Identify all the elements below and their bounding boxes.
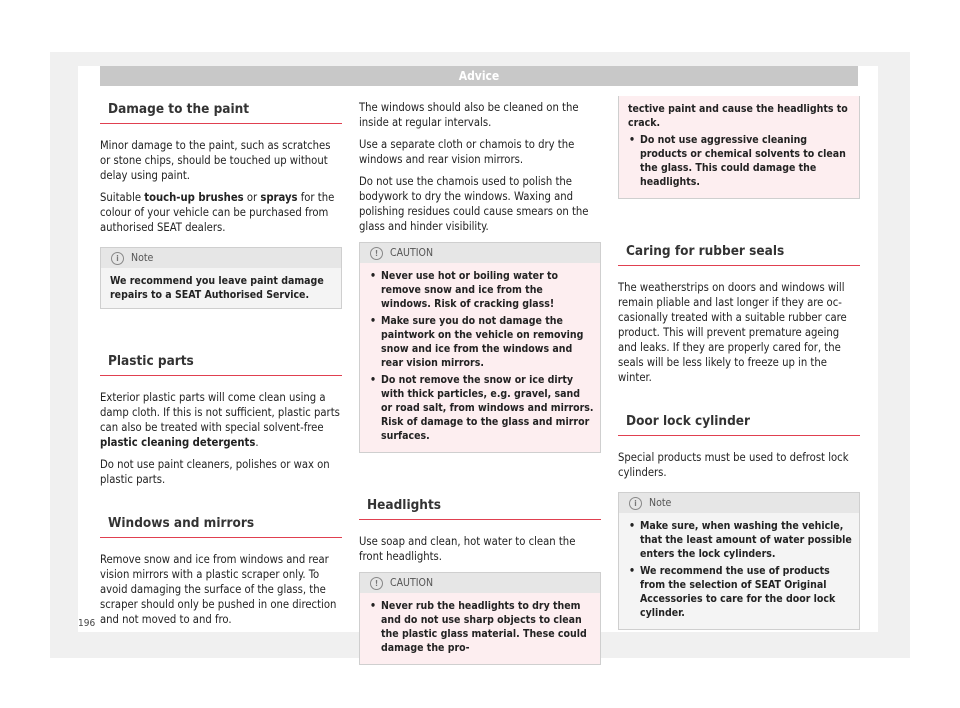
- caution-box: [359, 572, 601, 665]
- info-icon: i: [111, 252, 124, 265]
- caution-box-continued: [618, 96, 860, 199]
- note-box: [618, 492, 860, 630]
- caution-text: [360, 263, 600, 452]
- note-header: i Note: [619, 493, 859, 513]
- caution-header: ! CAUTION: [360, 573, 600, 593]
- column-3: [618, 96, 860, 637]
- paragraph: Do not use paint cleaners, polishes or wax on plastic parts.: [100, 458, 330, 486]
- paragraph: Suitable touch-up brushes or sprays for the colour of your vehicle can be purchased from authorised SEAT dealers.: [100, 191, 335, 234]
- list-item: • Never use hot or boiling water to remove snow and ice from the windows. Risk of cracking glass!: [369, 269, 594, 311]
- note-header: i Note: [101, 248, 341, 268]
- info-icon: i: [629, 497, 642, 510]
- note-text: We recommend you leave paint damage repairs to a SEAT Authorised Service.: [101, 268, 341, 308]
- section-banner: Advice: [100, 66, 858, 86]
- list-item: • Do not remove the snow or ice dirty with thick particles, e.g. gravel, sand or road salt, from windows and mirrors. Risk of damage to the glass and mirror surfaces.: [369, 373, 594, 443]
- heading-windows-and-mirrors: Windows and mirrors: [100, 514, 342, 538]
- heading-headlights: Headlights: [359, 496, 601, 520]
- note-text: [619, 513, 859, 629]
- caution-text: [360, 593, 600, 664]
- column-1: [100, 96, 342, 634]
- paragraph: Do not use the chamois used to polish the bodywork to dry the windows. Waxing and polishing residues could cause smears on the glass and hinder visibility.: [359, 175, 589, 233]
- paragraph: Exterior plastic parts will come clean using a damp cloth. If this is not sufficient, plastic parts can also be treated with special solvent-free plastic cleaning detergents.: [100, 391, 340, 449]
- heading-damage-to-paint: Damage to the paint: [100, 100, 342, 124]
- list-item-continued: tective paint and cause the headlights to crack.: [628, 103, 848, 129]
- heading-caring-for-rubber-seals: Caring for rubber seals: [618, 242, 860, 266]
- caution-text: [619, 96, 859, 198]
- heading-plastic-parts: Plastic parts: [100, 352, 342, 376]
- list-item: • Do not use aggressive cleaning products or chemical solvents to clean the glass. This could damage the headlights.: [628, 133, 853, 189]
- paragraph: Special products must be used to defrost lock cylinders.: [618, 451, 849, 479]
- column-2: [359, 100, 601, 672]
- warning-icon: !: [370, 247, 383, 260]
- list-item: • We recommend the use of products from the selection of SEAT Original Accessories to care for the door lock cylinder.: [628, 564, 853, 620]
- paragraph: The weatherstrips on doors and windows will remain pliable and last longer if they are occasionally treated with a suitable rubber care product. This will prevent premature ageing and leaks. If they are properly cared for, the seals will be less likely to freeze up in the winter.: [618, 281, 847, 384]
- list-item: • Make sure you do not damage the paintwork on the vehicle on removing snow and ice from the windows and rear vision mirrors.: [369, 314, 594, 370]
- paragraph: Remove snow and ice from windows and rear vision mirrors with a plastic scraper only. To avoid damaging the surface of the glass, the scraper should only be pushed in one direction and not moved to and fro.: [100, 553, 337, 626]
- paragraph: Use a separate cloth or chamois to dry the windows and rear vision mirrors.: [359, 138, 575, 166]
- note-box: [100, 247, 342, 309]
- list-item: • Make sure, when washing the vehicle, that the least amount of water possible enters the lock cylinders.: [628, 519, 853, 561]
- list-item: • Never rub the headlights to dry them and do not use sharp objects to clean the plastic glass material. These could damage the pro-: [369, 599, 594, 655]
- caution-box: [359, 242, 601, 453]
- heading-door-lock-cylinder: Door lock cylinder: [618, 412, 860, 436]
- paragraph: Use soap and clean, hot water to clean the front headlights.: [359, 535, 576, 563]
- page-number: 196: [78, 618, 96, 629]
- paragraph: The windows should also be cleaned on the inside at regular intervals.: [359, 101, 579, 129]
- warning-icon: !: [370, 577, 383, 590]
- caution-header: ! CAUTION: [360, 243, 600, 263]
- paragraph: Minor damage to the paint, such as scratches or stone chips, should be touched up without delay using paint.: [100, 139, 331, 182]
